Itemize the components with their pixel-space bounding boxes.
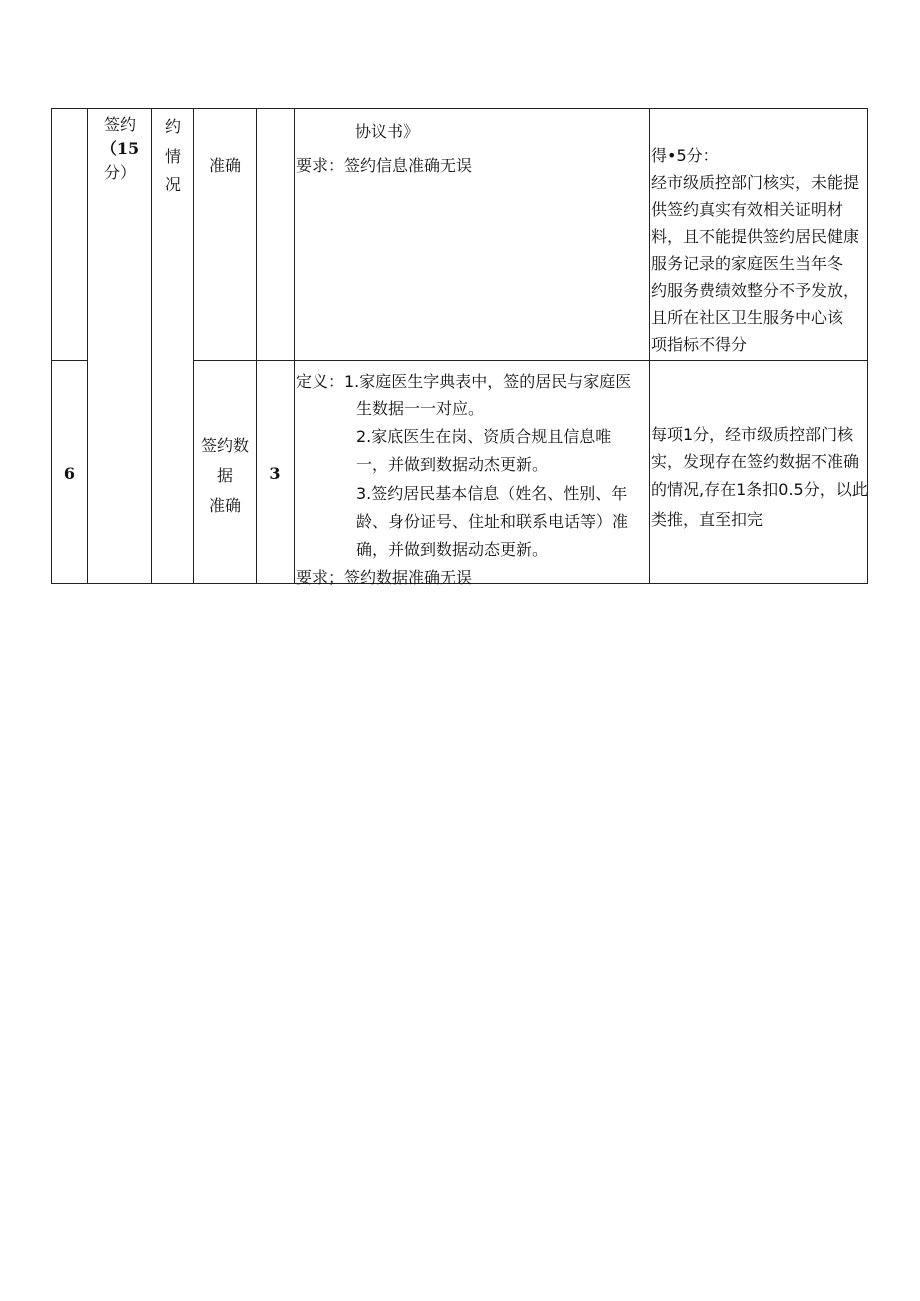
- subcategory-char: 约: [164, 117, 181, 136]
- standard-line: 3.签约居民基本信息（姓名、性别、年: [356, 484, 628, 503]
- standard-line: 龄、身份证号、住址和联系电话等）准: [356, 512, 629, 531]
- scoring-line: 经市级质控部门核实，未能提: [651, 173, 860, 192]
- standard-line: 生数据一一对应。: [356, 399, 485, 418]
- standard-line: 一，并做到数据动杰更新。: [356, 455, 549, 474]
- category-points-unit: 分）: [103, 163, 136, 182]
- scoring-line: 每项1分，经市级质控部门核: [651, 425, 854, 444]
- table-top-border: [51, 108, 868, 109]
- scoring-line: 类推，直至扣完: [651, 510, 764, 529]
- standard-line: 2.家底医生在岗、资质合规且信息唯: [356, 427, 612, 446]
- category-label: 签约: [103, 115, 136, 134]
- row-divider: [51, 360, 88, 361]
- item-label: 签约数: [200, 436, 249, 455]
- scoring-line: 且所在社区卫生服务中心该: [651, 308, 844, 327]
- item-label: 据: [216, 466, 233, 485]
- scoring-line: 得•5分：: [651, 146, 719, 165]
- scoring-line: 料，且不能提供签约居民健康: [651, 227, 860, 246]
- item-score: 3: [269, 464, 281, 483]
- table-right-border: [867, 108, 868, 584]
- standard-line: 协议书》: [355, 122, 420, 141]
- column-divider: [256, 108, 257, 584]
- scoring-line: 项指标不得分: [651, 335, 748, 354]
- column-divider: [294, 108, 295, 584]
- row-divider: [194, 360, 868, 361]
- category-points: （15: [100, 139, 140, 158]
- scoring-line: 实，发现存在签约数据不准确: [651, 452, 860, 471]
- row-number: 6: [63, 464, 76, 483]
- standard-line: 定义：1.家庭医生字典表中，签的居民与家庭医: [296, 372, 632, 391]
- scoring-line: 供签约真实有效相关证明材: [651, 200, 844, 219]
- item-label: 准确: [208, 496, 241, 515]
- subcategory-char: 况: [164, 175, 181, 194]
- table-left-border: [51, 108, 52, 584]
- standard-requirement: 要求；签约数据准确无误: [296, 568, 473, 587]
- scoring-line: 服务记录的家庭医生当年冬: [651, 254, 844, 273]
- standard-requirement: 要求：签约信息准确无误: [296, 156, 473, 175]
- standard-line: 确，并做到数据动态更新。: [356, 540, 549, 559]
- subcategory-char: 情: [164, 147, 181, 166]
- scoring-line: 的情况,存在1条扣0.5分，以此: [651, 480, 868, 499]
- item-label: 准确: [208, 156, 241, 175]
- scoring-line: 约服务费绩效整分不予发放，: [651, 281, 860, 300]
- column-divider: [649, 108, 650, 584]
